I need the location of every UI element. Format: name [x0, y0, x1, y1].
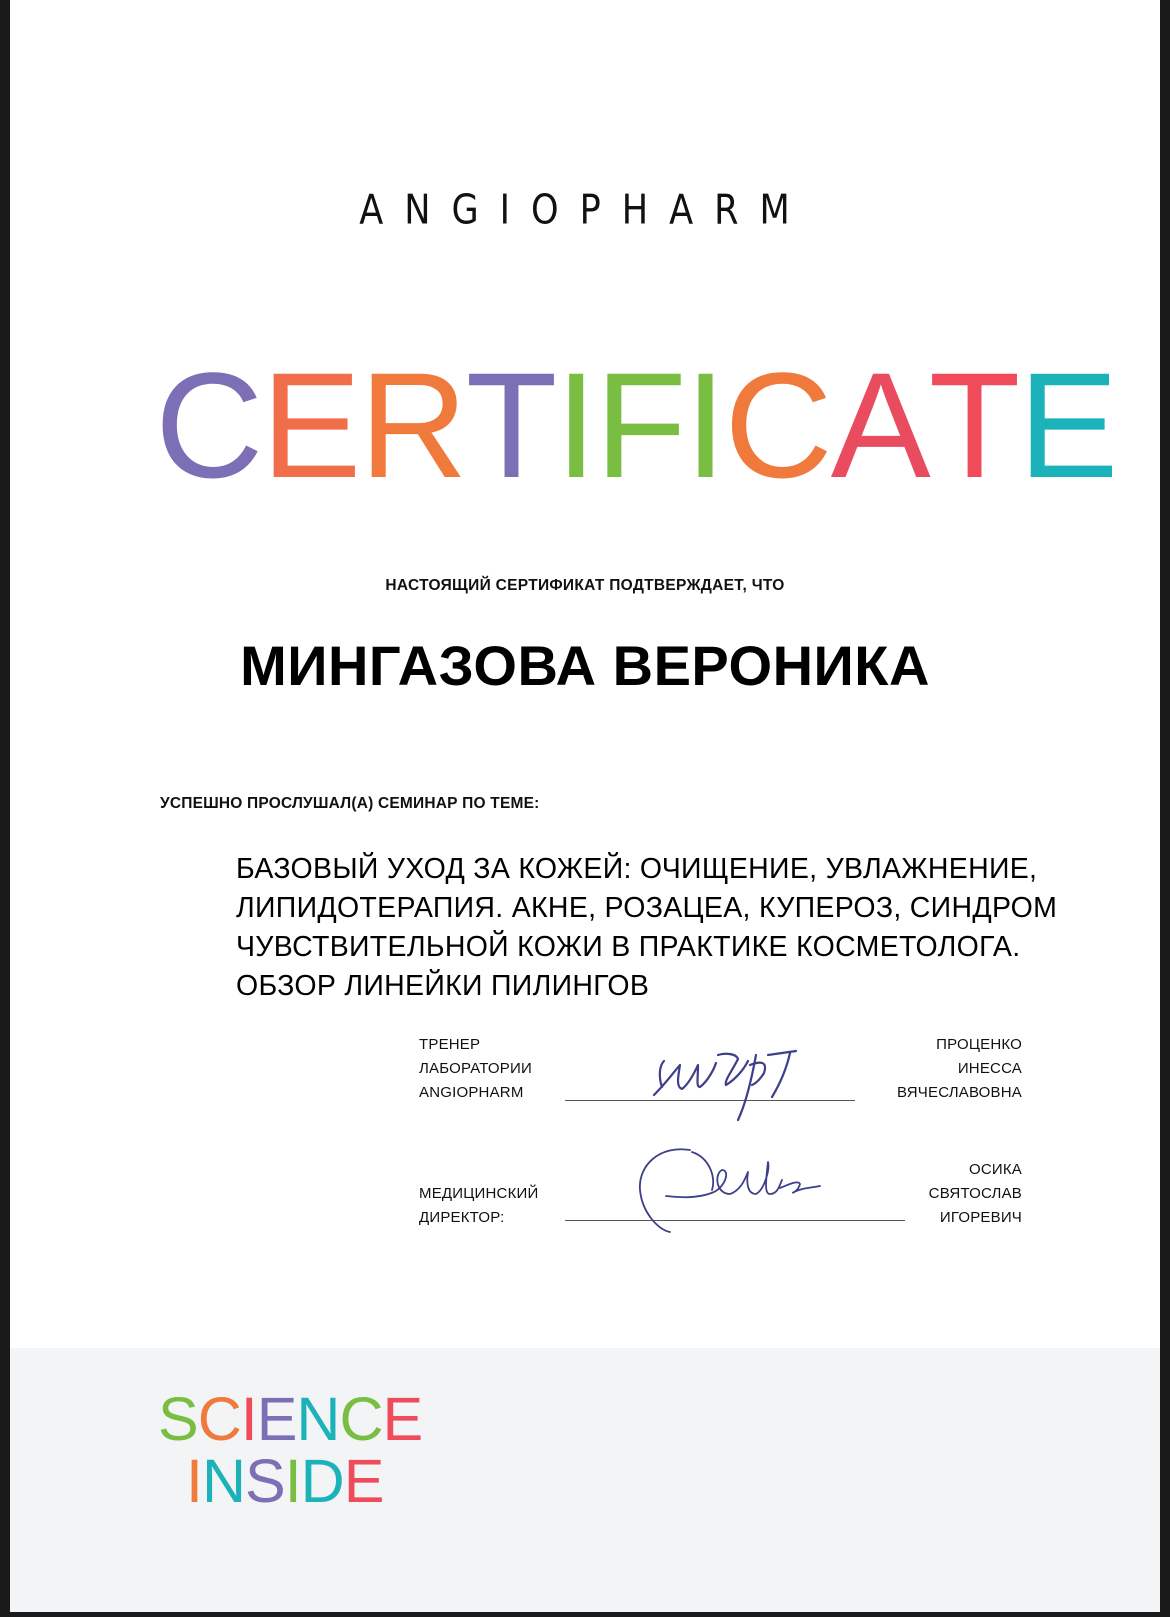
title-letter: I	[555, 341, 596, 509]
seminar-intro: УСПЕШНО ПРОСЛУШАЛ(А) СЕМИНАР ПО ТЕМЕ:	[160, 795, 540, 812]
seminar-topic	[236, 850, 1136, 1006]
title-letter: T	[928, 341, 1019, 509]
title-letter: C	[724, 341, 831, 509]
brand-logo: ANGIOPHARM	[359, 186, 811, 235]
slogan-line: INSIDE	[186, 1447, 384, 1515]
topic-line: ЧУВСТВИТЕЛЬНОЙ КОЖИ В ПРАКТИКЕ КОСМЕТОЛОГА.	[236, 931, 1021, 963]
title-letter: T	[465, 341, 556, 509]
topic-line: ЛИПИДОТЕРАПИЯ. АКНЕ, РОЗАЦЕА, КУПЕРОЗ, СИНДРОМ	[236, 892, 1058, 924]
signatory-name: ПРОЦЕНКО ИНЕССА ВЯЧЕСЛАВОВНА	[897, 1036, 1022, 1101]
science-inside-logo	[158, 1385, 423, 1515]
title-letter: E	[261, 341, 360, 509]
certificate-sheet	[10, 0, 1160, 1612]
signatory-name: ОСИКА СВЯТОСЛАВ ИГОРЕВИЧ	[928, 1161, 1022, 1226]
title-letter: F	[595, 341, 685, 509]
title-letter: E	[1018, 341, 1117, 509]
signature-trainer	[640, 1025, 810, 1125]
topic-line: БАЗОВЫЙ УХОД ЗА КОЖЕЙ: ОЧИЩЕНИЕ, УВЛАЖНЕНИЕ,	[236, 853, 1038, 885]
signatory-role: ТРЕНЕР ЛАБОРАТОРИИ ANGIOPHARM	[419, 1036, 532, 1101]
confirmation-text: НАСТОЯЩИЙ СЕРТИФИКАТ ПОДТВЕРЖДАЕТ, ЧТО	[385, 577, 785, 594]
title-letter: C	[155, 341, 262, 509]
title-letter: A	[830, 341, 929, 509]
certificate-title	[155, 341, 1117, 509]
slogan-line: SCIENCE	[158, 1385, 423, 1453]
recipient-name: МИНГАЗОВА ВЕРОНИКА	[240, 634, 930, 697]
title-letter: R	[359, 341, 466, 509]
title-letter: I	[684, 341, 725, 509]
signatory-role: МЕДИЦИНСКИЙ ДИРЕКТОР:	[419, 1185, 539, 1226]
signature-director	[630, 1140, 850, 1240]
topic-line: ОБЗОР ЛИНЕЙКИ ПИЛИНГОВ	[236, 970, 650, 1002]
